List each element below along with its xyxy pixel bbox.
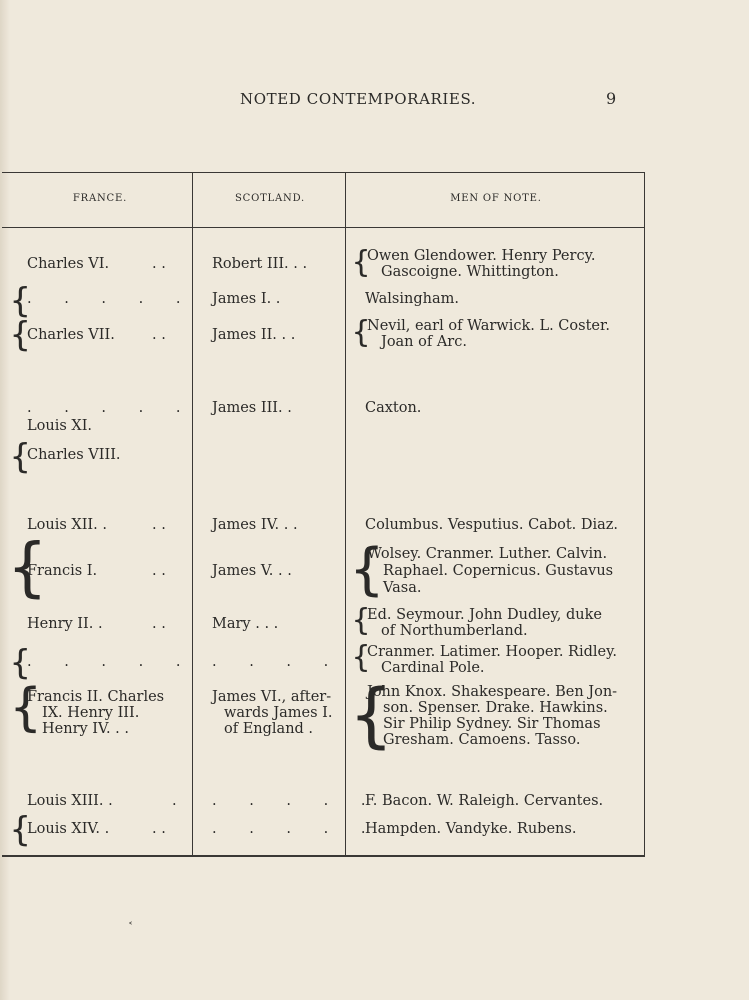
brace-symbol: { [352,640,371,675]
scotland-cell: James II. . . [212,327,296,343]
france-cell-line3: Henry IV. . . [42,721,130,737]
france-cell: Henry II. . [27,616,103,632]
brace-symbol: { [10,810,31,850]
scotland-cell: James III. . [212,400,292,416]
scotland-cell: . . . . . [212,821,380,837]
table-right-border [644,172,645,855]
scotland-cell: . . . . [212,654,343,670]
france-cell: . . . . . [27,654,195,670]
page-number: 9 [606,89,617,108]
note-cell: Walsingham. [365,291,459,307]
brace-symbol: { [350,537,384,602]
note-cell: Owen Glendower. Henry Percy. [367,248,596,264]
scotland-cell: James VI., after- [212,689,332,705]
france-leader: . . [152,563,166,579]
france-cell: Louis XI. [27,418,93,434]
note-cell: Ed. Seymour. John Dudley, duke [367,607,602,623]
france-cell: Charles VII. [27,327,115,343]
france-cell: Louis XII. . [27,517,107,533]
france-cell: . . . . . [27,291,195,307]
note-cell: Sir Philip Sydney. Sir Thomas [383,716,601,732]
column-header-france: FRANCE. [72,193,128,204]
scotland-cell: James V. . . [212,563,292,579]
column-header-scotland: SCOTLAND. [234,193,306,204]
france-leader: . . [152,616,166,632]
france-cell: Louis XIV. . [27,821,110,837]
brace-symbol: { [8,531,47,605]
brace-symbol: { [350,674,393,756]
note-cell: Hampden. Vandyke. Rubens. [365,821,577,837]
table-bottom-rule [2,855,645,857]
scotland-cell: Mary . . . [212,616,279,632]
france-cell: Francis I. [27,563,98,579]
scotland-cell: . . . . . [212,793,380,809]
print-speck: ˂ [128,922,133,933]
france-leader: . . [152,517,166,533]
scotland-cell: Robert III. . . [212,256,308,272]
brace-symbol: { [10,678,42,738]
brace-symbol: { [10,281,31,321]
note-cell: son. Spenser. Drake. Hawkins. [383,700,608,716]
france-cell: Charles VIII. [27,447,121,463]
scotland-cell: James I. . [212,291,281,307]
table-top-rule [2,172,645,173]
note-cell: Cardinal Pole. [381,660,485,676]
column-divider-1 [192,172,193,855]
brace-symbol: { [10,315,31,355]
france-leader: . [172,793,177,809]
brace-symbol: { [352,245,371,280]
column-header-men-of-note: MEN OF NOTE. [450,193,542,204]
note-cell: Raphael. Copernicus. Gustavus [383,563,614,579]
france-leader: . . [152,821,166,837]
note-cell: F. Bacon. W. Raleigh. Cervantes. [365,793,604,809]
note-cell: John Knox. Shakespeare. Ben Jon- [367,684,618,700]
scotland-cell-line2: wards James I. [224,705,333,721]
france-cell-line2: IX. Henry III. [42,705,140,721]
note-cell: Nevil, earl of Warwick. L. Coster. [367,318,610,334]
note-cell: Columbus. Vesputius. Cabot. Diaz. [365,517,619,533]
note-cell: Wolsey. Cranmer. Luther. Calvin. [367,546,608,562]
column-divider-2 [345,172,346,855]
brace-symbol: { [10,643,31,683]
note-cell: Gascoigne. Whittington. [381,264,559,280]
note-cell: Caxton. [365,400,422,416]
note-cell: Gresham. Camoens. Tasso. [383,732,581,748]
brace-symbol: { [352,603,371,638]
note-cell: Vasa. [383,580,422,596]
france-cell: Francis II. Charles [27,689,165,705]
page-edge-shading [0,0,10,1000]
france-leader: . . [152,327,166,343]
scotland-cell-line3: of England . [224,721,314,737]
note-cell: of Northumberland. [381,623,528,639]
note-cell: Cranmer. Latimer. Hooper. Ridley. [367,644,617,660]
brace-symbol: { [352,315,371,350]
france-cell: Louis XIII. . [27,793,113,809]
france-cell: . . . . . [27,400,195,416]
scotland-cell: James IV. . . [212,517,298,533]
note-cell: Joan of Arc. [381,334,467,350]
france-leader: . . [152,256,166,272]
france-cell: Charles VI. [27,256,110,272]
table-header-rule [2,227,645,228]
running-title: NOTED CONTEMPORARIES. [240,90,477,108]
brace-symbol: { [10,437,31,477]
